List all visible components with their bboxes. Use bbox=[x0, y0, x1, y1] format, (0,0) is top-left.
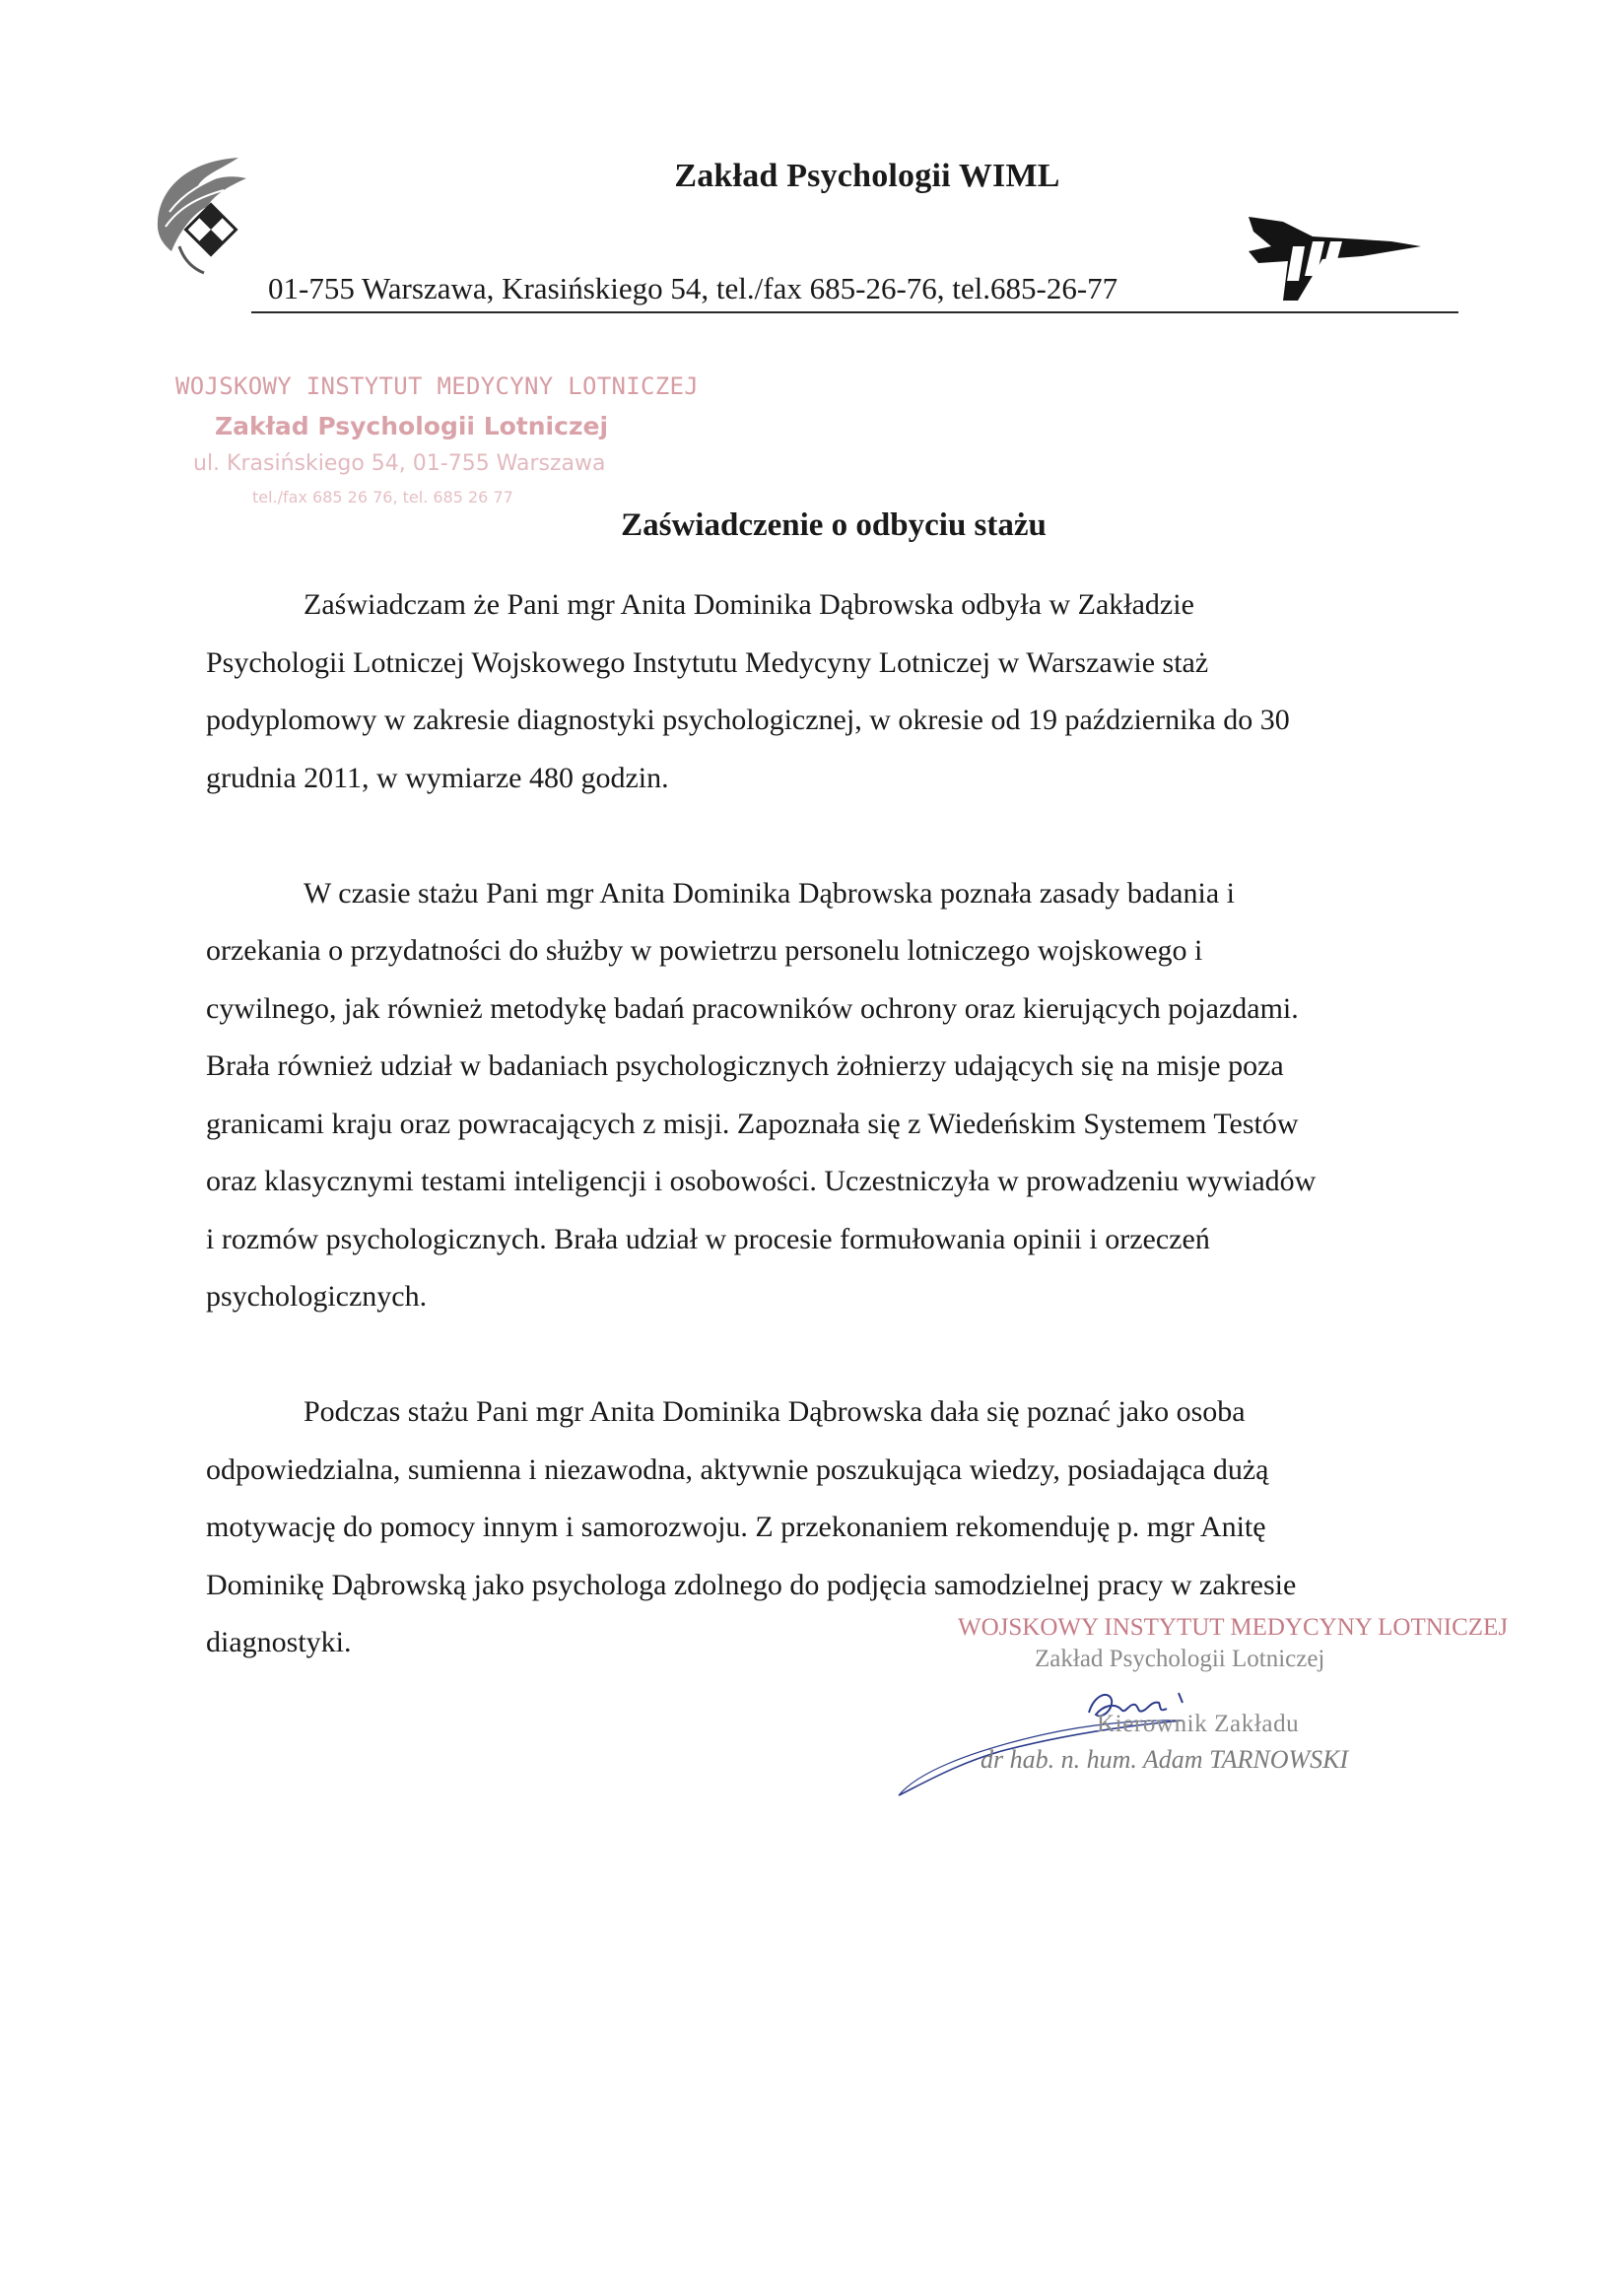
paragraph-1 bbox=[206, 576, 1436, 807]
stamp-bottom-line3: Kierownik Zakładu bbox=[1097, 1711, 1300, 1737]
paragraph-line: diagnostyki. bbox=[206, 1626, 352, 1658]
paragraph-line: i rozmów psychologicznych. Brała udział w procesie formułowania opinii i orzeczeń bbox=[206, 1222, 1210, 1255]
paragraph-line: orzekania o przydatności do służby w powietrzu personelu lotniczego wojskowego i bbox=[206, 934, 1203, 967]
paragraph-line: psychologicznych. bbox=[206, 1280, 428, 1313]
fighter-jet-logo-icon bbox=[1244, 192, 1426, 310]
paragraph-line: odpowiedzialna, sumienna i niezawodna, aktywnie poszukująca wiedzy, posiadająca dużą bbox=[206, 1452, 1269, 1486]
institution-address: 01-755 Warszawa, Krasińskiego 54, tel./fax 685-26-76, tel.685-26-77 bbox=[268, 271, 1118, 305]
stamp-top-line2: Zakład Psychologii Lotniczej bbox=[215, 412, 609, 440]
header-divider bbox=[251, 311, 1458, 313]
paragraph-line: Podczas stażu Pani mgr Anita Dominika Dąbrowska dała się poznać jako osoba bbox=[304, 1395, 1246, 1428]
paragraph-line: motywację do pomocy innym i samorozwoju. Z przekonaniem rekomenduję p. mgr Anitę bbox=[206, 1511, 1266, 1543]
paragraph-line: Zaświadczam że Pani mgr Anita Dominika Dąbrowska odbyła w Zakładzie bbox=[304, 588, 1194, 621]
paragraph-line: oraz klasycznymi testami inteligencji i osobowości. Uczestniczyła w prowadzeniu wywiadów bbox=[206, 1165, 1317, 1197]
paragraph-line: granicami kraju oraz powracających z misji. Zapoznała się z Wiedeńskim Systemem Testów bbox=[206, 1107, 1299, 1140]
document-title: Zaświadczenie o odbyciu stażu bbox=[621, 507, 1047, 543]
institution-name: Zakład Psychologii WIML bbox=[674, 158, 1060, 194]
stamp-bottom-line4: dr hab. n. hum. Adam TARNOWSKI bbox=[981, 1745, 1349, 1774]
stamp-top-line4: tel./fax 685 26 76, tel. 685 26 77 bbox=[252, 488, 513, 506]
stamp-top-line1: WOJSKOWY INSTYTUT MEDYCYNY LOTNICZEJ bbox=[175, 372, 699, 400]
paragraph-line: podyplomowy w zakresie diagnostyki psychologicznej, w okresie od 19 października do 30 bbox=[206, 704, 1290, 736]
institution-stamp-bottom bbox=[951, 1614, 1509, 1791]
paragraph-line: Dominikę Dąbrowską jako psychologa zdolnego do podjęcia samodzielnej pracy w zakresie bbox=[206, 1568, 1297, 1601]
stamp-bottom-line1: WOJSKOWY INSTYTUT MEDYCYNY LOTNICZEJ bbox=[958, 1614, 1509, 1641]
document-body bbox=[206, 576, 1436, 1672]
paragraph-line: grudnia 2011, w wymiarze 480 godzin. bbox=[206, 761, 669, 794]
paragraph-line: cywilnego, jak również metodykę badań pracowników ochrony oraz kierujących pojazdami. bbox=[206, 991, 1299, 1025]
paragraph-line: Brała również udział w badaniach psychologicznych żołnierzy udających się na misje poza bbox=[206, 1049, 1284, 1082]
paragraph-line: W czasie stażu Pani mgr Anita Dominika Dąbrowska poznała zasady badania i bbox=[304, 876, 1235, 910]
paragraph-2 bbox=[206, 865, 1436, 1326]
stamp-bottom-line2: Zakład Psychologii Lotniczej bbox=[1035, 1646, 1325, 1672]
stamp-top-line3: ul. Krasińskiego 54, 01-755 Warszawa bbox=[193, 451, 606, 476]
paragraph-line: Psychologii Lotniczej Wojskowego Instytutu Medycyny Lotniczej w Warszawie staż bbox=[206, 645, 1209, 679]
institution-stamp-top bbox=[175, 372, 699, 520]
